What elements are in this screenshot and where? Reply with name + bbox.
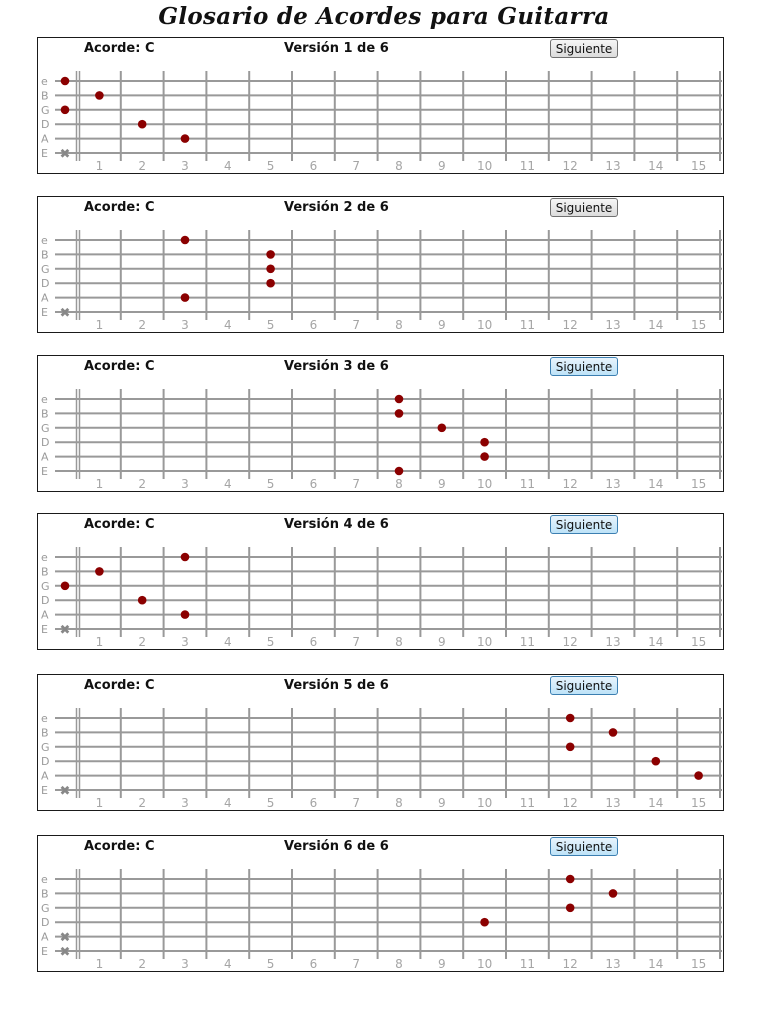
fret-number: 11	[519, 957, 536, 971]
string-label: E	[41, 623, 48, 636]
string-label: A	[41, 450, 49, 464]
fret-number: 6	[309, 796, 318, 810]
fret-number: 5	[266, 635, 275, 649]
fret-number: 1	[95, 796, 104, 810]
string-label: e	[41, 75, 48, 88]
finger-dot	[566, 714, 575, 723]
fret-number: 1	[95, 635, 104, 649]
fret-number: 10	[476, 159, 493, 173]
finger-dot	[138, 120, 147, 129]
fret-number: 5	[266, 159, 275, 173]
fret-number: 2	[138, 159, 147, 173]
finger-dot	[95, 567, 104, 576]
fret-number: 1	[95, 159, 104, 173]
string-label: B	[41, 89, 49, 103]
fret-number: 5	[266, 796, 275, 810]
fret-number: 10	[476, 318, 493, 332]
string-label: E	[41, 784, 48, 797]
muted-string-icon: ✖	[59, 945, 71, 960]
string-label: e	[41, 712, 48, 725]
finger-dot	[438, 424, 447, 433]
string-label: G	[41, 262, 50, 276]
next-version-button[interactable]: Siguiente	[550, 357, 618, 376]
string-label: A	[41, 769, 49, 783]
next-version-button[interactable]: Siguiente	[550, 39, 618, 58]
fret-number: 11	[519, 796, 536, 810]
finger-dot	[181, 610, 190, 619]
chord-panel-6	[37, 835, 724, 972]
fret-number: 8	[395, 318, 403, 332]
fret-number: 11	[519, 159, 536, 173]
chord-label: Acorde: C	[84, 678, 155, 693]
fret-number: 3	[181, 159, 189, 173]
fret-number: 9	[437, 159, 446, 173]
string-label: E	[41, 147, 48, 160]
fret-number: 8	[395, 635, 403, 649]
fret-number: 8	[395, 796, 403, 810]
string-label: e	[41, 234, 48, 247]
muted-string-icon: ✖	[59, 147, 71, 162]
fret-number: 13	[605, 635, 621, 649]
next-version-button[interactable]: Siguiente	[550, 515, 618, 534]
string-label: E	[41, 306, 48, 319]
fret-number: 7	[352, 159, 361, 173]
string-label: G	[41, 740, 50, 754]
fret-number: 6	[309, 477, 318, 491]
fret-number: 13	[605, 159, 621, 173]
string-label: G	[41, 901, 50, 915]
fret-number: 13	[605, 796, 621, 810]
fretboard	[38, 836, 723, 971]
fret-number: 13	[605, 957, 621, 971]
fret-number: 10	[476, 957, 493, 971]
fret-number: 13	[605, 477, 621, 491]
fret-number: 3	[181, 635, 189, 649]
chord-panel-3	[37, 355, 724, 492]
fret-number: 4	[223, 796, 232, 810]
chord-label: Acorde: C	[84, 839, 155, 854]
fret-number: 12	[562, 159, 578, 173]
fret-number: 15	[690, 796, 707, 810]
fret-number: 12	[562, 957, 578, 971]
fret-number: 15	[690, 635, 707, 649]
fretboard	[38, 38, 723, 173]
finger-dot	[61, 106, 70, 115]
string-label: D	[41, 755, 50, 769]
fret-number: 1	[95, 957, 104, 971]
string-label: e	[41, 393, 48, 406]
muted-string-icon: ✖	[59, 784, 71, 799]
fretboard	[38, 675, 723, 810]
string-label: E	[41, 945, 48, 958]
fret-number: 10	[476, 635, 493, 649]
fret-number: 8	[395, 957, 403, 971]
fret-number: 8	[395, 159, 403, 173]
finger-dot	[566, 743, 575, 752]
fret-number: 11	[519, 477, 536, 491]
fret-number: 9	[437, 957, 446, 971]
string-label: e	[41, 873, 48, 886]
fret-number: 7	[352, 477, 361, 491]
version-label: Versión 2 de 6	[284, 200, 389, 215]
fret-number: 15	[690, 318, 707, 332]
finger-dot	[181, 236, 190, 245]
fret-number: 14	[648, 159, 664, 173]
fret-number: 11	[519, 635, 536, 649]
finger-dot	[566, 904, 575, 913]
chord-panel-4	[37, 513, 724, 650]
muted-string-icon: ✖	[59, 930, 71, 946]
fret-number: 15	[690, 957, 707, 971]
fret-number: 7	[352, 796, 361, 810]
string-label: D	[41, 594, 50, 608]
fret-number: 2	[138, 477, 147, 491]
string-label: B	[41, 887, 49, 901]
fret-number: 1	[95, 318, 104, 332]
fret-number: 3	[181, 477, 189, 491]
fret-number: 10	[476, 796, 493, 810]
version-label: Versión 1 de 6	[284, 41, 389, 56]
string-label: G	[41, 579, 50, 593]
chord-label: Acorde: C	[84, 517, 155, 532]
version-label: Versión 4 de 6	[284, 517, 389, 532]
fret-number: 14	[648, 318, 664, 332]
fret-number: 15	[690, 477, 707, 491]
fret-number: 14	[648, 635, 664, 649]
fret-number: 5	[266, 318, 275, 332]
finger-dot	[266, 265, 275, 274]
string-label: D	[41, 118, 50, 132]
fret-number: 7	[352, 318, 361, 332]
chord-label: Acorde: C	[84, 359, 155, 374]
fret-number: 3	[181, 796, 189, 810]
fret-number: 14	[648, 957, 664, 971]
fret-number: 1	[95, 477, 104, 491]
version-label: Versión 6 de 6	[284, 839, 389, 854]
string-label: B	[41, 565, 49, 579]
finger-dot	[266, 279, 275, 288]
finger-dot	[181, 553, 190, 562]
fret-number: 14	[648, 796, 664, 810]
next-version-button[interactable]: Siguiente	[550, 837, 618, 856]
chord-panel-5	[37, 674, 724, 811]
fretboard	[38, 197, 723, 332]
finger-dot	[395, 467, 404, 476]
finger-dot	[61, 582, 70, 591]
fret-number: 9	[437, 318, 446, 332]
fret-number: 13	[605, 318, 621, 332]
finger-dot	[480, 452, 489, 461]
string-label: B	[41, 248, 49, 262]
fret-number: 6	[309, 635, 318, 649]
fret-number: 2	[138, 318, 147, 332]
fret-number: 9	[437, 796, 446, 810]
finger-dot	[266, 250, 275, 259]
fret-number: 5	[266, 957, 275, 971]
muted-string-icon: ✖	[59, 306, 71, 321]
fret-number: 7	[352, 635, 361, 649]
fret-number: 9	[437, 635, 446, 649]
finger-dot	[566, 875, 575, 884]
chord-label: Acorde: C	[84, 200, 155, 215]
fret-number: 4	[223, 477, 232, 491]
fret-number: 12	[562, 477, 578, 491]
fret-number: 10	[476, 477, 493, 491]
string-label: D	[41, 916, 50, 930]
finger-dot	[395, 395, 404, 404]
fret-number: 3	[181, 957, 189, 971]
fretboard	[38, 356, 723, 491]
string-label: G	[41, 103, 50, 117]
fret-number: 5	[266, 477, 275, 491]
fret-number: 12	[562, 635, 578, 649]
fret-number: 15	[690, 159, 707, 173]
finger-dot	[181, 293, 190, 302]
fret-number: 6	[309, 318, 318, 332]
string-label: e	[41, 551, 48, 564]
string-label: E	[41, 465, 48, 478]
fret-number: 4	[223, 635, 232, 649]
muted-string-icon: ✖	[59, 623, 71, 638]
string-label: A	[41, 930, 49, 944]
fret-number: 14	[648, 477, 664, 491]
finger-dot	[480, 918, 489, 927]
next-version-button[interactable]: Siguiente	[550, 676, 618, 695]
fret-number: 4	[223, 159, 232, 173]
fret-number: 6	[309, 957, 318, 971]
string-label: B	[41, 407, 49, 421]
finger-dot	[61, 77, 70, 86]
fret-number: 9	[437, 477, 446, 491]
fret-number: 2	[138, 635, 147, 649]
finger-dot	[609, 728, 618, 737]
string-label: A	[41, 608, 49, 622]
string-label: D	[41, 436, 50, 450]
fret-number: 6	[309, 159, 318, 173]
chord-panel-2	[37, 196, 724, 333]
finger-dot	[609, 889, 618, 898]
finger-dot	[694, 771, 703, 780]
next-version-button[interactable]: Siguiente	[550, 198, 618, 217]
page-title: Glosario de Acordes para Guitarra	[158, 3, 610, 30]
fret-number: 11	[519, 318, 536, 332]
fret-number: 4	[223, 318, 232, 332]
string-label: D	[41, 277, 50, 291]
fret-number: 7	[352, 957, 361, 971]
finger-dot	[181, 134, 190, 143]
fret-number: 4	[223, 957, 232, 971]
finger-dot	[480, 438, 489, 447]
fret-number: 2	[138, 957, 147, 971]
fret-number: 2	[138, 796, 147, 810]
string-label: B	[41, 726, 49, 740]
chord-label: Acorde: C	[84, 41, 155, 56]
fret-number: 8	[395, 477, 403, 491]
version-label: Versión 5 de 6	[284, 678, 389, 693]
string-label: A	[41, 291, 49, 305]
fretboard	[38, 514, 723, 649]
fret-number: 3	[181, 318, 189, 332]
finger-dot	[138, 596, 147, 605]
finger-dot	[395, 409, 404, 418]
string-label: G	[41, 421, 50, 435]
finger-dot	[652, 757, 661, 766]
chord-panel-1	[37, 37, 724, 174]
finger-dot	[95, 91, 104, 100]
fret-number: 12	[562, 796, 578, 810]
fret-number: 12	[562, 318, 578, 332]
version-label: Versión 3 de 6	[284, 359, 389, 374]
string-label: A	[41, 132, 49, 146]
